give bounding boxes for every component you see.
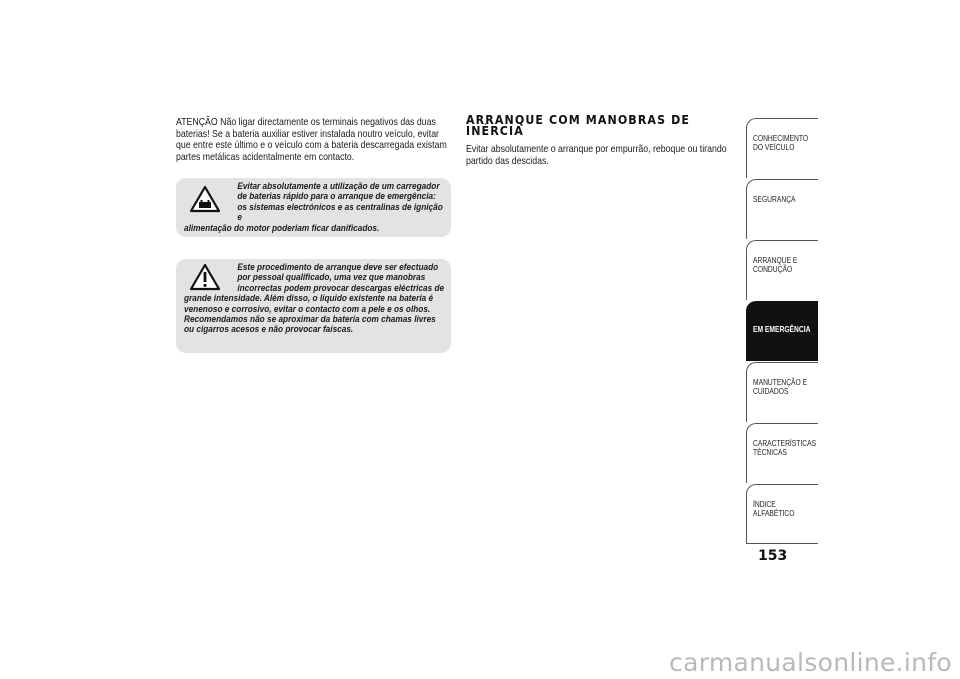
section-body: Evitar absolutamente o arranque por empurrão, reboque ou tirando partido das descidas. <box>466 144 727 167</box>
tab-arranque[interactable]: ARRANQUE E CONDUÇÃO <box>746 240 818 300</box>
warning-box-procedure <box>176 259 451 353</box>
warning-procedure-rest: grande intensidade. Além disso, o líquido existente na bateria é venenoso e corrosivo, evitar o contacto com a pele e os olhos. Recomendamos não se aproximar da bateria com chamas livres ou cigarros acesos e não provocar faíscas. <box>184 293 436 336</box>
tab-seguranca[interactable]: SEGURANÇA <box>746 179 818 239</box>
page-number: 153 <box>758 548 788 564</box>
intro-text: ATENÇÃO Não ligar directamente os terminais negativos das duas baterias! Se a bateria auxiliar estiver instalada noutro veículo, evitar que entre este último e o veículo com a bateria descarregada existam partes metálicas acidentalmente em contacto. <box>176 117 447 163</box>
inertia-start-section <box>466 115 736 167</box>
intro-section <box>176 117 452 163</box>
warning-box-charger <box>176 178 451 237</box>
watermark: carmanualsonline.info <box>669 648 952 677</box>
tab-emergencia[interactable]: EM EMERGÊNCIA <box>746 301 818 361</box>
tab-indice[interactable]: ÍNDICE ALFABÉTICO <box>746 484 818 544</box>
warning-procedure-lines: Este procedimento de arranque deve ser efectuado por pessoal qualificado, uma vez que manobras incorrectas podem provocar descargas eléctricas de <box>237 262 445 294</box>
tab-manutencao[interactable]: MANUTENÇÃO E CUIDADOS <box>746 362 818 422</box>
warning-text-procedure <box>184 263 446 336</box>
warning-charger-lines: Evitar absolutamente a utilização de um carregador de baterias rápido para o arranque de emergência: os sistemas electrónicos e as centralinas de ignição e <box>237 181 443 224</box>
warning-text-charger <box>184 182 446 234</box>
tab-conhecimento[interactable]: CONHECIMENTO DO VEÍCULO <box>746 118 818 178</box>
section-heading: ARRANQUE COM MANOBRAS DE INÉRCIA <box>466 113 691 138</box>
tab-caracteristicas[interactable]: CARACTERÍSTICAS TÉCNICAS <box>746 423 818 483</box>
warning-charger-rest: alimentação do motor poderiam ficar danificados. <box>184 222 380 234</box>
